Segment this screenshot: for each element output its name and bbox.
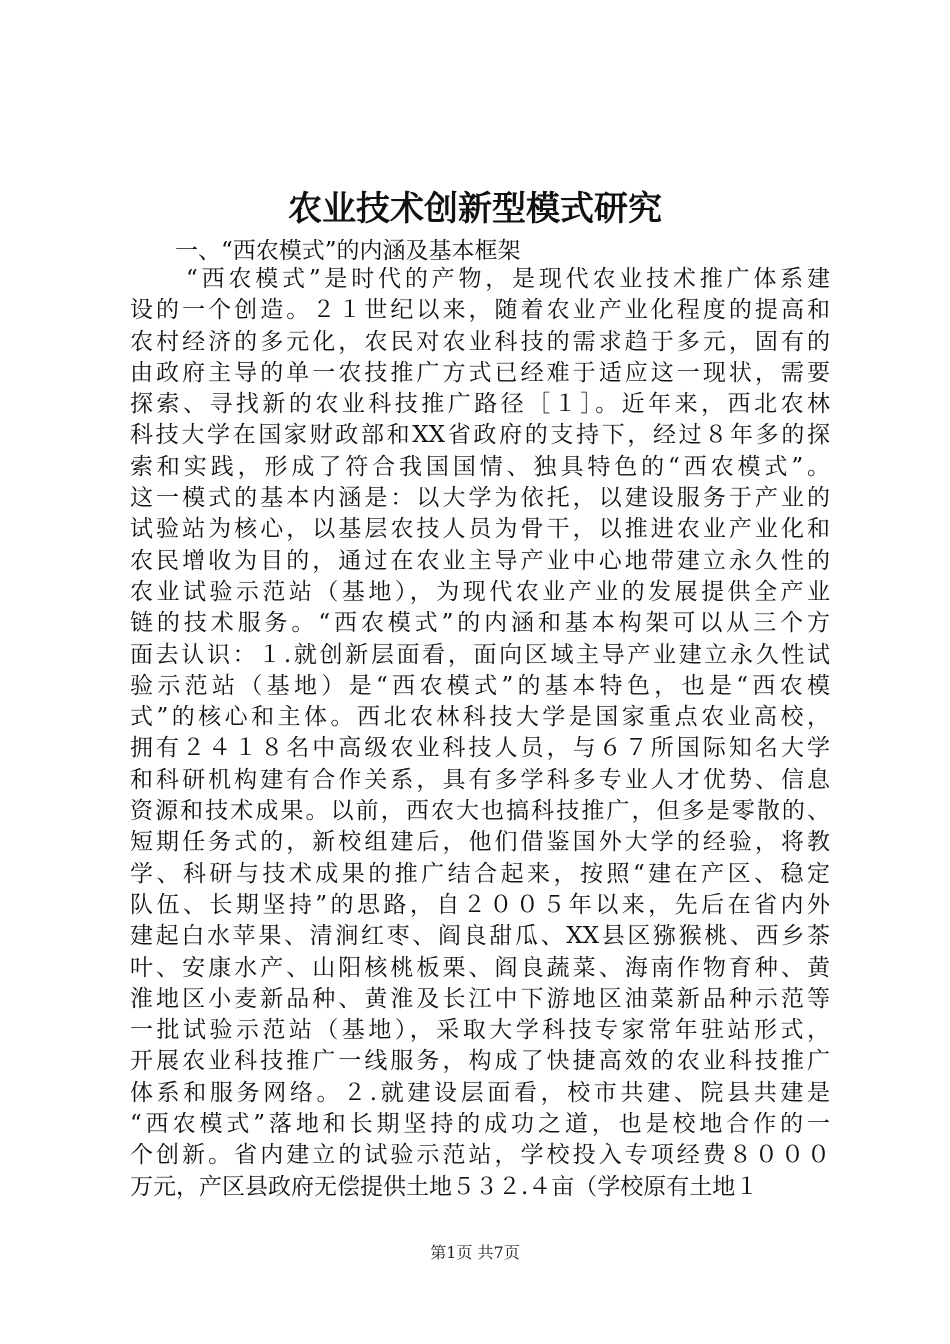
text-line: 农业试验示范站（基地），为现代农业产业的发展提供全产业 [130, 578, 830, 605]
text-line: 式”的核心和主体。西北农林科技大学是国家重点农业高校， [130, 704, 830, 731]
text-line: 这一模式的基本内涵是：以大学为依托，以建设服务于产业的 [130, 485, 830, 512]
text-line: 科技大学在国家财政部和XX省政府的支持下，经过８年多的探 [130, 422, 830, 449]
text-line: 学、科研与技术成果的推广结合起来，按照“建在产区、稳定 [130, 860, 830, 887]
text-line: 拥有２４１８名中高级农业科技人员，与６７所国际知名大学 [130, 735, 830, 762]
text-line: 由政府主导的单一农技推广方式已经难于适应这一现状，需要 [130, 359, 830, 386]
text-line: 农村经济的多元化，农民对农业科技的需求趋于多元，固有的 [130, 328, 830, 355]
text-line: 万元，产区县政府无偿提供土地５３２.４亩（学校原有土地１ [130, 1173, 759, 1200]
text-line: 探索、寻找新的农业科技推广路径［１］。近年来，西北农林 [130, 391, 830, 418]
text-line: 体系和服务网络。２.就建设层面看，校市共建、院县共建是 [130, 1079, 830, 1106]
page-footer: 第1页 共7页 [430, 1243, 520, 1262]
body-paragraph [130, 264, 830, 1203]
text-line: 叶、安康水产、山阳核桃板栗、阎良蔬菜、海南作物育种、黄 [130, 954, 830, 981]
text-line: 队伍、长期坚持”的思路，自２００５年以来，先后在省内外 [130, 891, 830, 918]
text-line: 个创新。省内建立的试验示范站，学校投入专项经费８０００ [130, 1142, 830, 1169]
text-line: 链的技术服务。“西农模式”的内涵和基本构架可以从三个方 [130, 610, 830, 637]
text-line: 索和实践，形成了符合我国国情、独具特色的“西农模式”。 [130, 453, 830, 480]
text-line: 一批试验示范站（基地），采取大学科技专家常年驻站形式， [130, 1017, 830, 1044]
text-line: 短期任务式的，新校组建后，他们借鉴国外大学的经验，将教 [130, 829, 830, 856]
text-line: 面去认识：１.就创新层面看，面向区域主导产业建立永久性试 [130, 641, 830, 668]
document-title: 农业技术创新型模式研究 [288, 189, 662, 229]
text-line: 和科研机构建有合作关系，具有多学科多专业人才优势、信息 [130, 766, 830, 793]
section-heading: 一、“西农模式”的内涵及基本框架 [175, 238, 521, 264]
text-line: “西农模式”落地和长期坚持的成功之道，也是校地合作的一 [130, 1111, 830, 1138]
text-line: 验示范站（基地）是“西农模式”的基本特色，也是“西农模 [130, 672, 830, 699]
text-line: 设的一个创造。２１世纪以来，随着农业产业化程度的提高和 [130, 297, 830, 324]
text-line: 试验站为核心，以基层农技人员为骨干，以推进农业产业化和 [130, 516, 830, 543]
text-line: 资源和技术成果。以前，西农大也搞科技推广，但多是零散的、 [130, 798, 830, 825]
text-line: 建起白水苹果、清涧红枣、阎良甜瓜、XX县区猕猴桃、西乡茶 [130, 923, 830, 950]
text-line: 农民增收为目的，通过在农业主导产业中心地带建立永久性的 [130, 547, 830, 574]
text-line: “西农模式”是时代的产物，是现代农业技术推广体系建 [186, 266, 830, 292]
text-line: 开展农业科技推广一线服务，构成了快捷高效的农业科技推广 [130, 1048, 830, 1075]
text-line: 淮地区小麦新品种、黄淮及长江中下游地区油菜新品种示范等 [130, 985, 830, 1012]
